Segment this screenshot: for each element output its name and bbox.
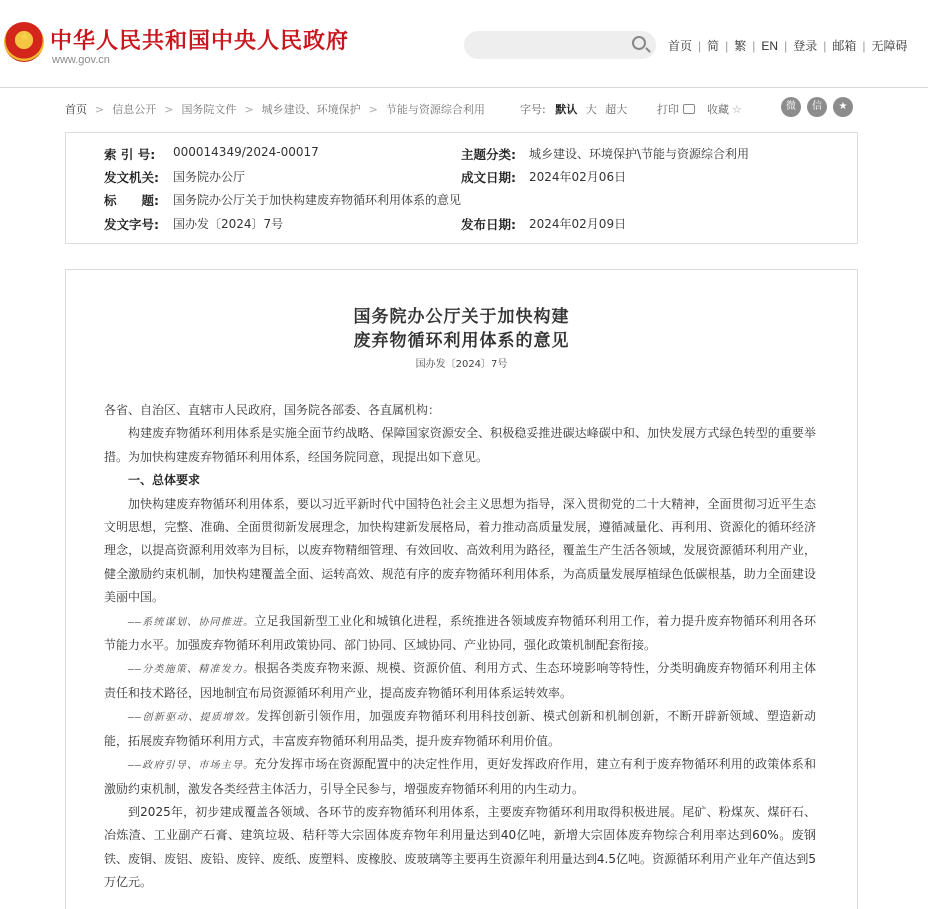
metadata-row — [66, 191, 857, 213]
paragraph: 到2025年，初步建成覆盖各领域、各环节的废弃物循环利用体系，主要废弃物循环利用取得积极进展。尾矿、粉煤灰、煤矸石、冶炼渣、工业副产石膏、建筑垃圾、秸秆等大宗固体废弃物年利用量达到40亿吨，新增大宗固体废弃物综合利用率达到60%。废钢铁、废铜、废铝、废铅、废锌、废纸、废塑料、废橡胶、废玻璃等主要再生资源年利用量达到4.5亿吨。资源循环利用产业年产值达到5万亿元。 — [104, 804, 816, 890]
publish-date-label: 发布日期: — [461, 217, 516, 232]
paragraph — [104, 705, 816, 753]
font-size-default[interactable]: 默认 — [555, 103, 578, 116]
section-heading: 一、总体要求 — [128, 473, 201, 488]
star-icon: ★ — [19, 30, 31, 45]
index-number-label: 索 引 号: — [104, 147, 156, 162]
divider: | — [725, 39, 729, 53]
paragraph — [104, 753, 816, 801]
doc-number-label: 发文字号: — [104, 217, 159, 232]
metadata-row — [66, 168, 857, 190]
issuer-label: 发文机关: — [104, 170, 159, 185]
created-date-value: 2024年02月06日 — [529, 170, 627, 184]
divider: | — [862, 39, 866, 53]
metadata-row — [66, 145, 857, 167]
paragraph: 加快构建废弃物循环利用体系，要以习近平新时代中国特色社会主义思想为指导，深入贯彻党的二十大精神，全面贯彻习近平生态文明思想，完整、准确、全面贯彻新发展理念，加快构建新发展格局，着力推动高质量发展，遵循减量化、再利用、资源化的循环经济理念，以提高资源利用效率为目标，以废弃物精细管理、有效回收、高效利用为路径，覆盖生产生活各领域，发展资源循环利用产业，健全激励约束机制，加快构建覆盖全面、运转高效、规范有序的废弃物循环利用体系，为高质量发展厚植绿色低碳根基，助力全面建设美丽中国。 — [104, 496, 816, 605]
site-url: www.gov.cn — [52, 54, 110, 66]
qzone-icon[interactable]: ★ — [833, 97, 853, 117]
accessibility-link[interactable]: 无障碍 — [871, 39, 908, 53]
search-icon[interactable] — [632, 36, 646, 50]
principle-text: 发挥创新引领作用，加强废弃物循环利用科技创新、模式创新和机制创新，不断开辟新领域、塑造新动能，拓展废弃物循环利用方式，丰富废弃物循环利用品类，提升废弃物循环利用价值。 — [104, 709, 816, 748]
document-metadata-table — [65, 132, 858, 244]
paragraph: 构建废弃物循环利用体系是实施全面节约战略、保障国家资源安全、积极稳妥推进碳达峰碳中和、加快发展方式绿色转型的重要举措。为加快构建废弃物循环利用体系，经国务院同意，现提出如下意见。 — [104, 426, 816, 464]
chevron-right-icon: > — [244, 103, 254, 116]
home-link[interactable]: 首页 — [668, 39, 693, 53]
issuer-value: 国务院办公厅 — [173, 170, 246, 184]
english-link[interactable]: EN — [761, 39, 779, 53]
paragraph — [104, 657, 816, 705]
breadcrumb-urban-env[interactable]: 城乡建设、环境保护 — [261, 103, 361, 116]
divider: | — [752, 39, 756, 53]
divider: | — [698, 39, 702, 53]
national-emblem-icon[interactable] — [4, 22, 44, 62]
article-body — [104, 399, 816, 895]
divider: | — [784, 39, 788, 53]
breadcrumb-home[interactable]: 首页 — [65, 103, 87, 116]
paragraph — [104, 610, 816, 658]
breadcrumb — [65, 101, 485, 117]
share-buttons — [781, 97, 859, 117]
font-size-xlarge[interactable]: 超大 — [605, 103, 628, 116]
top-nav-links — [668, 37, 908, 54]
principle-text: 立足我国新型工业化和城镇化进程，系统推进各领域废弃物循环利用工作，着力提升废弃物循环利用各环节能力水平。加强废弃物循环利用政策协同、部门协同、区域协同、产业协同，强化政策机制配套衔接。 — [104, 613, 816, 653]
article-title-line2: 废弃物循环利用体系的意见 — [353, 331, 570, 351]
created-date-label: 成文日期: — [461, 170, 516, 185]
publish-date-value: 2024年02月09日 — [529, 217, 627, 231]
article — [65, 269, 858, 909]
chevron-right-icon: > — [164, 103, 174, 116]
breadcrumb-energy-saving[interactable]: 节能与资源综合利用 — [385, 103, 485, 116]
breadcrumb-bar — [65, 97, 858, 119]
chevron-right-icon: > — [95, 103, 105, 116]
simplified-link[interactable]: 简 — [707, 39, 720, 53]
favorite-label: 收藏 — [707, 103, 729, 116]
star-outline-icon: ☆ — [732, 103, 742, 116]
salutation: 各省、自治区、直辖市人民政府，国务院各部委、各直属机构： — [104, 403, 441, 417]
traditional-link[interactable]: 繁 — [734, 39, 747, 53]
printer-icon — [683, 104, 695, 114]
principle-text: 充分发挥市场在资源配置中的决定性作用，更好发挥政府作用，建立有利于废弃物循环利用的政策体系和激励约束机制，激发各类经营主体活力，引导全民参与，增强废弃物循环利用的内生动力。 — [104, 757, 816, 796]
breadcrumb-state-council-docs[interactable]: 国务院文件 — [181, 103, 237, 116]
divider: | — [823, 39, 827, 53]
topic-value: 城乡建设、环境保护\节能与资源综合利用 — [529, 147, 750, 161]
title-label: 标 题: — [104, 193, 159, 208]
principle-lead: ——系统谋划、协同推进。 — [128, 616, 255, 628]
login-link[interactable]: 登录 — [793, 39, 818, 53]
topic-label: 主题分类: — [461, 147, 516, 162]
search-input[interactable] — [464, 31, 656, 59]
chevron-right-icon: > — [368, 103, 378, 116]
article-title-line1: 国务院办公厅关于加快构建 — [353, 307, 570, 327]
mailbox-link[interactable]: 邮箱 — [832, 39, 857, 53]
site-title[interactable]: 中华人民共和国中央人民政府 — [50, 28, 350, 54]
principle-text: 根据各类废弃物来源、规模、资源价值、利用方式、生态环境影响等特性，分类明确废弃物循环利用主体责任和技术路径，因地制宜布局资源循环利用产业，提高废弃物循环利用体系运转效率。 — [104, 661, 816, 700]
index-number-value: 000014349/2024-00017 — [173, 145, 319, 159]
wechat-icon[interactable]: 信 — [807, 97, 827, 117]
breadcrumb-info-disclosure[interactable]: 信息公开 — [112, 103, 157, 116]
article-doc-number: 国办发〔2024〕7号 — [415, 359, 508, 370]
font-size-selector — [520, 101, 632, 117]
principle-lead: ——创新驱动、提质增效。 — [128, 712, 257, 724]
metadata-row — [66, 215, 857, 237]
site-header — [0, 0, 928, 88]
title-value: 国务院办公厅关于加快构建废弃物循环利用体系的意见 — [173, 193, 462, 207]
print-button[interactable] — [657, 101, 695, 117]
font-size-large[interactable]: 大 — [585, 103, 597, 116]
principle-lead: ——分类施策、精准发力。 — [128, 664, 255, 676]
favorite-button[interactable] — [707, 101, 742, 117]
font-size-label: 字号: — [520, 103, 546, 116]
weibo-icon[interactable]: 微 — [781, 97, 801, 117]
print-label: 打印 — [657, 103, 679, 116]
principle-lead: ——政府引导、市场主导。 — [128, 760, 255, 772]
doc-number-value: 国办发〔2024〕7号 — [173, 217, 284, 231]
